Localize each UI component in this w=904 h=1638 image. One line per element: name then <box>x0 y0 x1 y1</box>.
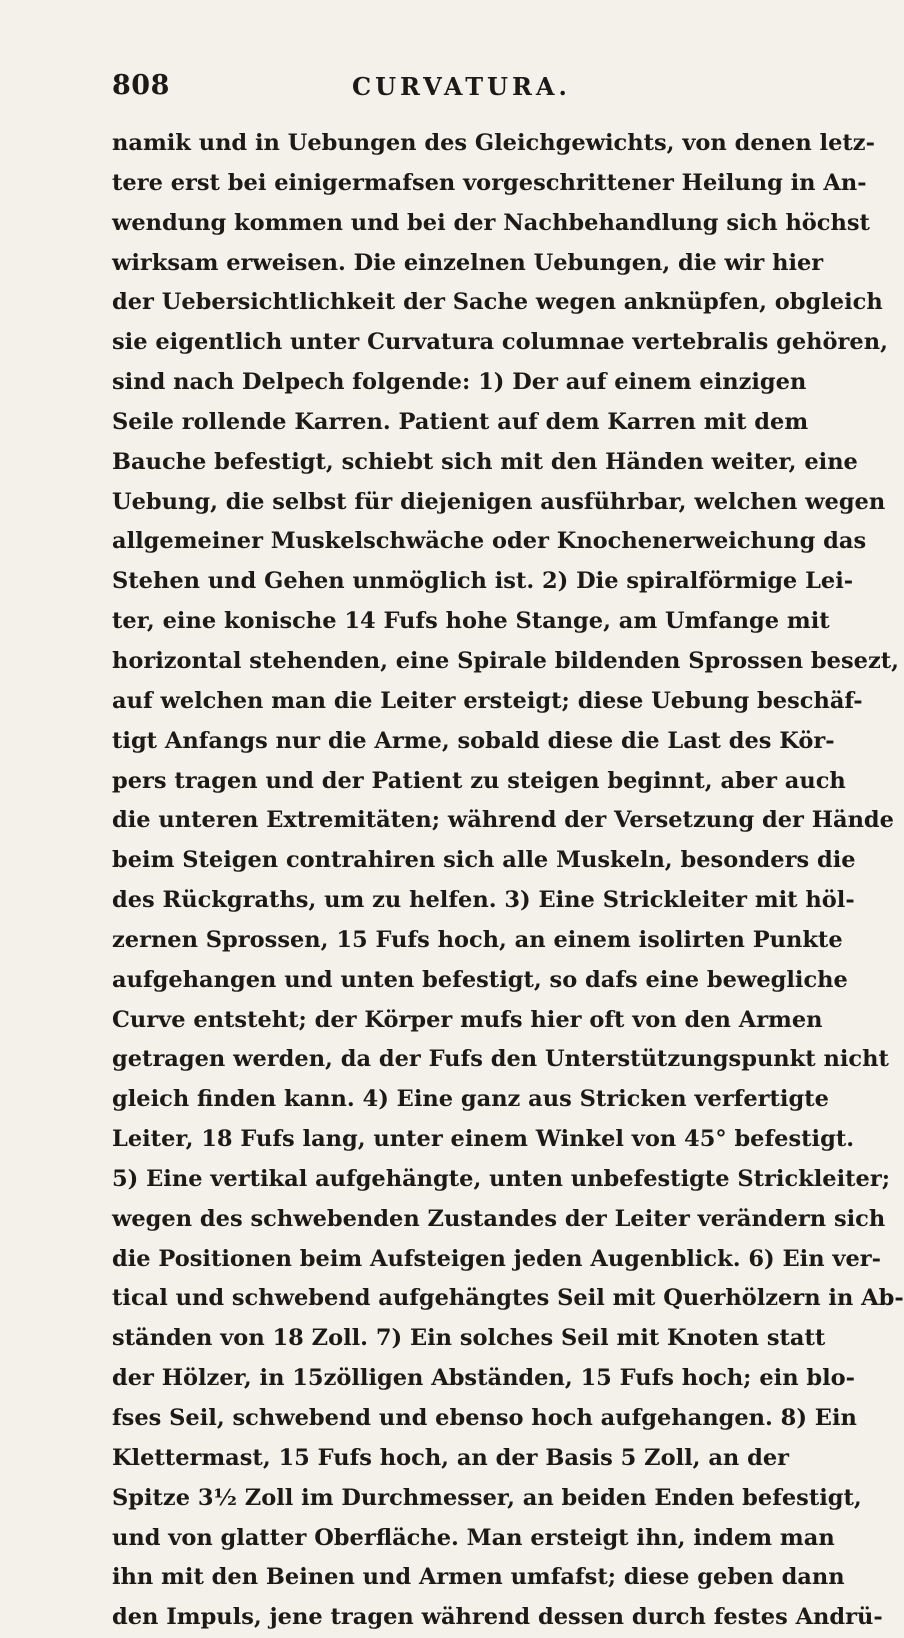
text-line: ter, eine konische 14 Fufs hohe Stange, am Umfange mit <box>112 608 830 635</box>
text-line: wendung kommen und bei der Nachbehandlung sich höchst <box>112 209 870 236</box>
text-line: 5) Eine vertikal aufgehängte, unten unbefestigte Strickleiter; <box>112 1165 891 1192</box>
text-line: die Positionen beim Aufsteigen jeden Augenblick. 6) Ein ver- <box>112 1245 881 1272</box>
text-line: tical und schwebend aufgehängtes Seil mit Querhölzern in Ab- <box>112 1285 904 1312</box>
text-line: Klettermast, 15 Fufs hoch, an der Basis 5 Zoll, an der <box>112 1444 790 1471</box>
running-head: CURVATURA. <box>352 72 571 101</box>
page-number: 808 <box>112 70 170 101</box>
text-line: beim Steigen contrahiren sich alle Muskeln, besonders die <box>112 847 856 874</box>
text-line: ihn mit den Beinen und Armen umfafst; diese geben dann <box>112 1564 845 1591</box>
text-line: Curve entsteht; der Körper mufs hier oft von den Armen <box>112 1006 823 1033</box>
text-line: Spitze 3½ Zoll im Durchmesser, an beiden Enden befestigt, <box>112 1484 862 1511</box>
text-line: ständen von 18 Zoll. 7) Ein solches Seil mit Knoten statt <box>112 1325 826 1352</box>
page-header <box>112 70 730 110</box>
text-line: horizontal stehenden, eine Spirale bildenden Sprossen besezt, <box>112 647 899 674</box>
text-line: die unteren Extremitäten; während der Versetzung der Hände <box>112 807 894 834</box>
text-line: Seile rollende Karren. Patient auf dem Karren mit dem <box>112 408 809 435</box>
text-line: zernen Sprossen, 15 Fufs hoch, an einem isolirten Punkte <box>112 926 843 953</box>
text-line: Uebung, die selbst für diejenigen ausführbar, welchen wegen <box>112 488 886 515</box>
text-line: gleich finden kann. 4) Eine ganz aus Stricken verfertigte <box>112 1086 829 1113</box>
text-line: tere erst bei einigermafsen vorgeschrittener Heilung in An- <box>112 169 867 196</box>
text-line: und von glatter Oberfläche. Man ersteigt ihn, indem man <box>112 1524 835 1551</box>
text-line: Leiter, 18 Fufs lang, unter einem Winkel von 45° befestigt. <box>112 1126 855 1153</box>
text-line: fses Seil, schwebend und ebenso hoch aufgehangen. 8) Ein <box>112 1405 857 1431</box>
text-line: auf welchen man die Leiter ersteigt; diese Uebung beschäf- <box>112 687 863 714</box>
text-line: allgemeiner Muskelschwäche oder Knochenerweichung das <box>112 528 867 555</box>
text-line: Stehen und Gehen unmöglich ist. 2) Die spiralförmige Lei- <box>112 568 854 595</box>
text-line: des Rückgraths, um zu helfen. 3) Eine Strickleiter mit höl- <box>112 887 855 914</box>
text-line: Bauche befestigt, schiebt sich mit den Händen weiter, eine <box>112 448 858 475</box>
text-line: den Impuls, jene tragen während dessen durch festes Andrü- <box>112 1604 883 1631</box>
text-line: getragen werden, da der Fufs den Unterstützungspunkt nicht <box>112 1046 889 1073</box>
text-line: sind nach Delpech folgende: 1) Der auf einem einzigen <box>112 369 807 396</box>
text-line: wirksam erweisen. Die einzelnen Uebungen, die wir hier <box>112 249 824 276</box>
text-line: wegen des schwebenden Zustandes der Leiter verändern sich <box>112 1205 886 1232</box>
text-line: der Uebersichtlichkeit der Sache wegen anknüpfen, obgleich <box>112 289 883 316</box>
body-text <box>112 124 904 1638</box>
text-line: sie eigentlich unter Curvatura columnae vertebralis gehören, <box>112 329 888 356</box>
text-line: tigt Anfangs nur die Arme, sobald diese die Last des Kör- <box>112 727 835 754</box>
text-line: der Hölzer, in 15zölligen Abständen, 15 Fufs hoch; ein blo- <box>112 1365 856 1392</box>
text-line: pers tragen und der Patient zu steigen beginnt, aber auch <box>112 767 846 794</box>
text-line: namik und in Uebungen des Gleichgewichts, von denen letz- <box>112 130 875 156</box>
text-line: aufgehangen und unten befestigt, so dafs eine bewegliche <box>112 966 848 993</box>
